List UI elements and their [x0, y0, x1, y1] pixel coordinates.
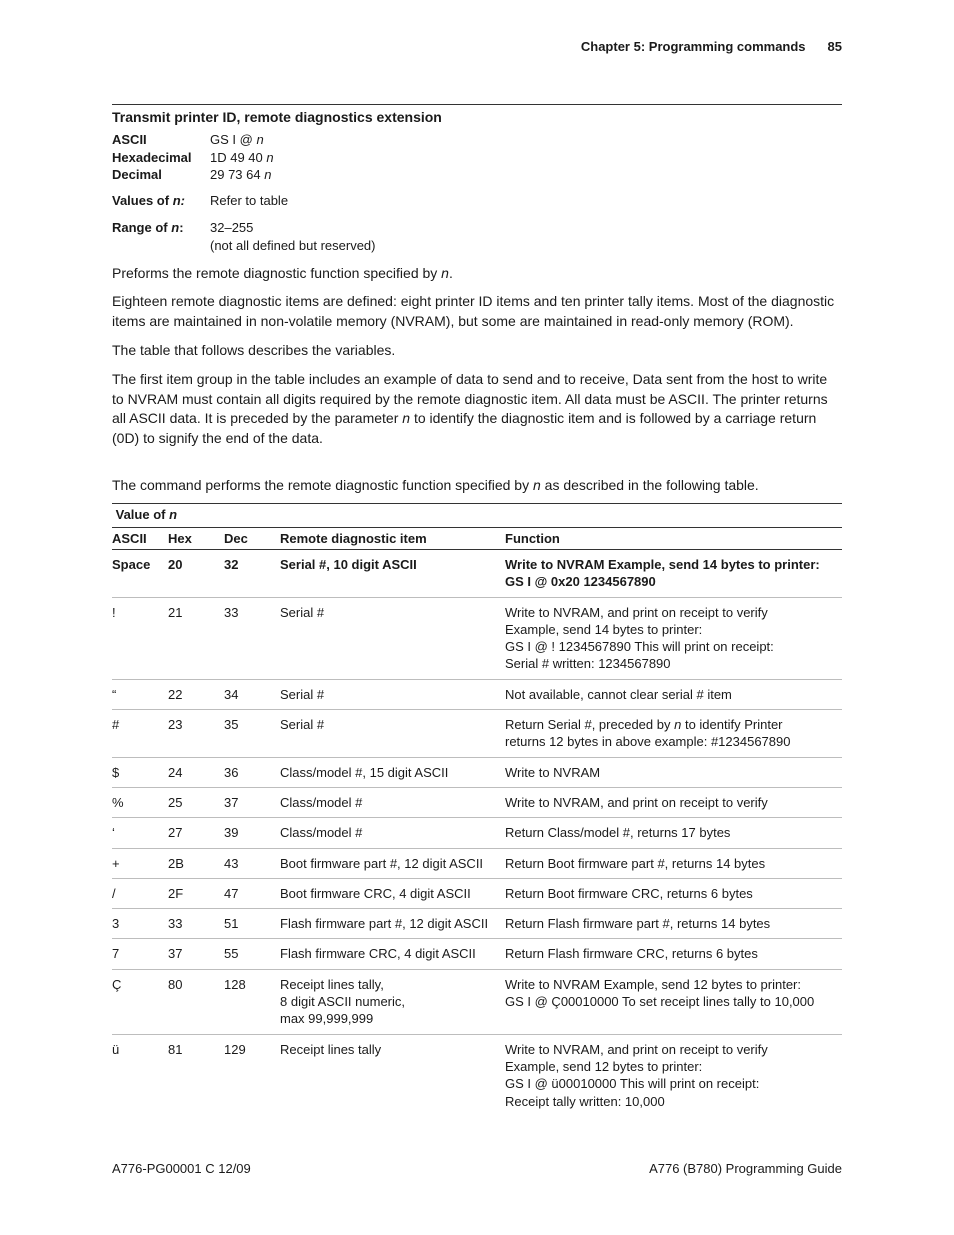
footer-doc-id: A776-PG00001 C 12/09 [112, 1161, 251, 1176]
cell-item: Receipt lines tally [280, 1041, 382, 1057]
chapter-title: Chapter 5: Programming commands [580, 39, 806, 54]
cell-hex: 20 [168, 550, 224, 598]
cell-dec: 43 [224, 848, 280, 878]
cell-dec: 32 [224, 550, 280, 598]
field-key: Decimal [112, 167, 162, 182]
cell-ascii: ! [112, 597, 168, 679]
table-row [112, 818, 842, 848]
cell-dec: 55 [224, 939, 280, 969]
cell-ascii: / [112, 878, 168, 908]
cell-function: Not available, cannot clear serial # item [505, 679, 842, 709]
cell-dec: 33 [224, 597, 280, 679]
cell-hex: 21 [168, 597, 224, 679]
field-key: Values of n: [112, 193, 185, 208]
table-row [112, 550, 842, 598]
cell-item: Class/model # [280, 818, 505, 848]
cell-item: Class/model #, 15 digit ASCII [280, 757, 505, 787]
cell-ascii: ü [112, 1041, 120, 1057]
cell-function: Return Class/model #, returns 17 bytes [505, 818, 842, 848]
cell-hex: 2B [168, 848, 224, 878]
cell-function: Return Boot firmware CRC, returns 6 bytes [505, 878, 842, 908]
diagnostic-table [112, 503, 842, 1116]
cell-item: Class/model # [280, 787, 505, 817]
paragraph-intro: Preforms the remote diagnostic function specified by n. [112, 265, 453, 281]
cell-function: Write to NVRAM [505, 757, 842, 787]
cell-hex: 24 [168, 757, 224, 787]
table-row [112, 878, 842, 908]
cell-item: Receipt lines tally, 8 digit ASCII numeric, max 99,999,999 [280, 969, 505, 1034]
cell-function: Write to NVRAM, and print on receipt to verify [505, 787, 842, 817]
cell-hex: 25 [168, 787, 224, 817]
cell-dec: 36 [224, 757, 280, 787]
cell-ascii: $ [112, 757, 168, 787]
cell-dec: 39 [224, 818, 280, 848]
cell-function: Write to NVRAM Example, send 14 bytes to printer: GS I @ 0x20 1234567890 [505, 550, 842, 598]
cell-item: Flash firmware part #, 12 digit ASCII [280, 909, 505, 939]
cell-item: Flash firmware CRC, 4 digit ASCII [280, 939, 505, 969]
paragraph-first-group: The first item group in the table includes an example of data to send and to receive, Data sent from the host to write to NVRAM must contain all digits required by the remote diagnostic item. All data must be ASCII. The printer returns all ASCII data. It is preceded by the parameter n to identify the diagnostic item and is followed by a carriage return (0D) to signify the end of the data. [112, 371, 828, 446]
field-value: 29 73 64 n [210, 167, 272, 182]
cell-hex: 33 [168, 909, 224, 939]
field-value: GS I @ n [210, 132, 264, 147]
section-title: Transmit printer ID, remote diagnostics extension [112, 109, 442, 125]
header-item: Remote diagnostic item [280, 528, 505, 550]
table-row [112, 939, 842, 969]
cell-dec: 128 [224, 969, 280, 1034]
field-value: 32–255 [210, 220, 254, 235]
table-row [112, 787, 842, 817]
cell-hex: 23 [168, 710, 224, 758]
cell-hex: 27 [168, 818, 224, 848]
cell-ascii: + [112, 848, 168, 878]
value-of-n-label: Value of n [112, 504, 842, 528]
header-dec: Dec [224, 528, 280, 550]
field-value-note: (not all defined but reserved) [210, 237, 376, 253]
cell-function: Return Flash firmware part #, returns 14 bytes [505, 909, 842, 939]
page-number: 85 [827, 39, 842, 54]
cell-item: Boot firmware CRC, 4 digit ASCII [280, 878, 505, 908]
cell-function: Write to NVRAM, and print on receipt to verify Example, send 14 bytes to printer: GS I @ ! 1234567890 This will print on receipt: Serial # written: 1234567890 [505, 597, 842, 679]
paragraph-items: Eighteen remote diagnostic items are defined: eight printer ID items and ten printer tally items. Most of the diagnostic items are maintained in non-volatile memory (NVRAM), but some are maintained in read-only memory (ROM). [112, 293, 835, 329]
cell-ascii: 7 [112, 939, 168, 969]
cell-ascii: % [112, 787, 168, 817]
table-row [112, 710, 842, 758]
header-hex: Hex [168, 528, 224, 550]
footer-guide-title: A776 (B780) Programming Guide [649, 1161, 842, 1176]
cell-dec: 129 [224, 1041, 246, 1057]
cell-hex: 80 [168, 969, 224, 1034]
cell-function: Return Flash firmware CRC, returns 6 bytes [505, 939, 842, 969]
paragraph-table-intro: The table that follows describes the variables. [112, 342, 396, 358]
cell-hex: 22 [168, 679, 224, 709]
field-key: Range of n: [112, 220, 184, 235]
cell-dec: 34 [224, 679, 280, 709]
cell-function: Write to NVRAM Example, send 12 bytes to printer: GS I @ Ç00010000 To set receipt lines tally to 10,000 [505, 969, 842, 1034]
cell-function: Write to NVRAM, and print on receipt to verify Example, send 12 bytes to printer: GS I @ ü00010000 This will print on receipt: Receipt tally written: 10,000 [505, 1041, 768, 1109]
table-row [112, 757, 842, 787]
paragraph-command: The command performs the remote diagnostic function specified by n as described in the following table. [112, 477, 759, 493]
cell-function: Return Serial #, preceded by n to identify Printer returns 12 bytes in above example: #1234567890 [505, 710, 842, 758]
field-value: 1D 49 40 n [210, 149, 274, 165]
cell-hex: 81 [168, 1041, 183, 1057]
table-header-row [112, 528, 842, 550]
cell-dec: 51 [224, 909, 280, 939]
field-key: Hexadecimal [112, 149, 192, 165]
cell-hex: 37 [168, 939, 224, 969]
cell-dec: 47 [224, 878, 280, 908]
cell-hex: 2F [168, 878, 224, 908]
table-row [112, 909, 842, 939]
cell-item: Serial # [280, 679, 505, 709]
cell-ascii: ‘ [112, 818, 168, 848]
field-value: Refer to table [210, 193, 289, 208]
cell-function: Return Boot firmware part #, returns 14 bytes [505, 848, 842, 878]
table-row [112, 1034, 842, 1116]
cell-item: Serial # [280, 597, 505, 679]
cell-ascii: Space [112, 550, 168, 598]
cell-item: Serial #, 10 digit ASCII [280, 550, 505, 598]
table-row [112, 969, 842, 1034]
value-of-n-row [112, 504, 842, 528]
cell-ascii: “ [112, 679, 168, 709]
table-row [112, 597, 842, 679]
page-header [581, 39, 842, 54]
header-ascii: ASCII [112, 528, 168, 550]
cell-item: Boot firmware part #, 12 digit ASCII [280, 848, 505, 878]
field-key: ASCII [112, 132, 147, 147]
cell-ascii: Ç [112, 969, 168, 1034]
cell-ascii: 3 [112, 909, 168, 939]
cell-ascii: # [112, 710, 168, 758]
table-row [112, 848, 842, 878]
section-divider [112, 104, 842, 105]
table-row [112, 679, 842, 709]
cell-dec: 35 [224, 710, 280, 758]
header-function: Function [505, 528, 842, 550]
cell-dec: 37 [224, 787, 280, 817]
cell-item: Serial # [280, 710, 505, 758]
